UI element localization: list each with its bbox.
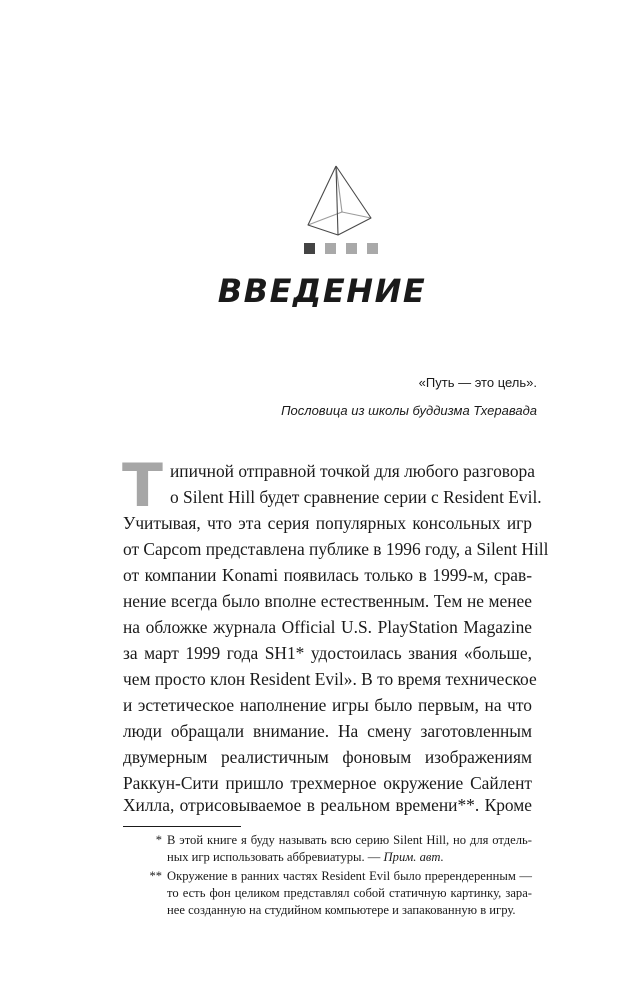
body-line: Учитывая, что эта серия популярных консольных игр (123, 513, 532, 533)
body-line: на обложке журнала Official U.S. PlayStation Magazine (123, 617, 532, 637)
body-line: ипичной отправной точкой для любого разговора (170, 461, 535, 481)
footnote-line: Окружение в ранних частях Resident Evil было пререндеренным — (167, 869, 532, 883)
square-light (367, 243, 378, 254)
body-line: нение всегда было вполне естественным. Тем не менее (123, 591, 532, 611)
footnote-mark: * (155, 833, 162, 847)
footnote-line (167, 849, 532, 866)
square-light (346, 243, 357, 254)
square-light (325, 243, 336, 254)
body-line: Раккун-Сити пришло трехмерное окружение Сайлент (123, 773, 532, 793)
footnote-mark: ** (149, 869, 162, 883)
chapter-title: ВВЕДЕНИЕ (217, 272, 427, 310)
pyramid-ornament-icon (306, 164, 372, 238)
footnote-text: ных игр использовать аббревиатуры. — (167, 850, 384, 864)
footnote-line: нее созданную на студийном компьютере и запакованную в игру. (167, 903, 516, 917)
footnote-line: то есть фон целиком представлял собой статичную картинку, зара- (167, 886, 532, 900)
body-line: за март 1999 года SH1* удостоилась звания «больше, (123, 643, 532, 663)
body-line: от компании Konami появилась только в 1999-м, срав- (123, 565, 532, 585)
body-line: люди обращали внимание. На смену заготовленным (123, 721, 532, 741)
body-line: Хилла, отрисовываемое в реальном времени**. Кроме (123, 795, 532, 815)
epigraph-quote: «Путь — это цель». (418, 375, 537, 390)
epigraph-source: Пословица из школы буддизма Тхеравада (281, 403, 537, 418)
body-line: о Silent Hill будет сравнение серии с Resident Evil. (170, 487, 542, 507)
body-line: от Capcom представлена публике в 1996 году, а Silent Hill (123, 539, 549, 559)
body-line: двумерным реалистичным фоновым изображениям (123, 747, 532, 767)
body-line: и эстетическое наполнение игры было первым, на что (123, 695, 532, 715)
body-line: чем просто клон Resident Evil». В то время техническое (123, 669, 537, 689)
footnote-line: В этой книге я буду называть всю серию Silent Hill, но для отдель- (167, 833, 532, 847)
footnote-rule (123, 826, 241, 827)
decorative-squares (296, 243, 386, 257)
drop-cap: Т (122, 451, 163, 521)
footnote-author-note: Прим. авт. (383, 850, 444, 864)
square-dark (304, 243, 315, 254)
